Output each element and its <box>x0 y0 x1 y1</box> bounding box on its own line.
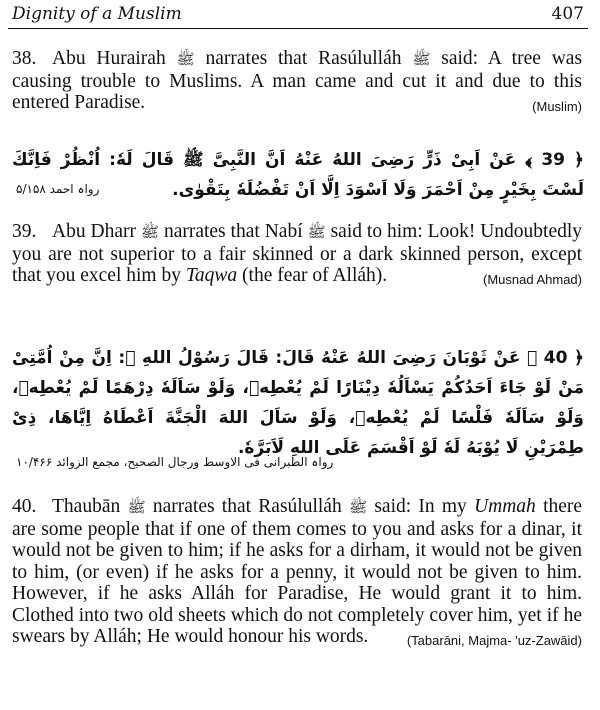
hadith-number: 39. <box>12 221 37 242</box>
hadith-39-arabic: ﴿ 39 ﴾ عَنْ اَبِیْ ذَرٍّ رَضِیَ اللهُ عَنْهُ اَنَّ النَّبِیَّ ﷺ قَالَ لَهٗ: اُنْظُرْ فَاِنَّكَ لَسْتَ بِخَیْرٍ مِنْ اَحْمَرَ وَلَا اَسْوَدَ اِلَّا اَنْ تَفْضُلَهٗ بِتَقْوٰی. <box>12 150 584 200</box>
hadith-39-arabic-reference: رواہ احمد ۵/۱۵۸ <box>16 182 100 196</box>
hadith-40-arabic: ﴿ 40 ﴾ عَنْ ثَوْبَانَ رَضِیَ اللهُ عَنْهُ قَالَ: قَالَ رَسُوْلُ اللهِ ﷺ: اِنَّ مِنْ اُمَّتِیْ مَنْ لَوْ جَاءَ اَحَدُكُمْ یَسْاَلُهٗ دِیْنَارًا لَمْ یُعْطِهٖ، وَلَوْ سَاَلَهٗ دِرْهَمًا لَمْ یُعْطِهٖ، وَلَوْ سَاَلَهٗ فَلْسًا لَمْ یُعْطِهٖ، وَلَوْ سَاَلَ اللهَ الْجَنَّةَ اَعْطَاهُ اِیَّاهَا، ذِیْ طِمْرَیْنِ لَا یُوْبَهُ لَهٗ لَوْ اَقْسَمَ عَلَی اللهِ لَاَبَرَّهٗ. <box>12 348 584 458</box>
honorific-seal-icon: ﷺ <box>348 498 368 516</box>
running-title: Dignity of a Muslim <box>12 4 182 24</box>
honorific-seal-icon: ﷺ <box>127 498 146 516</box>
hadith-source: (Muslim) <box>532 99 582 114</box>
page-header <box>12 2 584 26</box>
page-number: 407 <box>551 4 584 24</box>
honorific-seal-icon: ﷺ <box>176 50 195 68</box>
hadith-source: (Musnad Ahmad) <box>483 272 582 287</box>
hadith-40-arabic-reference: رواہ الطبرانی فی الاوسط ورجال الصحیح، مجمع الزوائد ۱۰/۴۶۶ <box>16 455 334 469</box>
honorific-seal-icon: ﷺ <box>412 50 431 68</box>
honorific-seal-icon: ﷺ <box>307 223 326 241</box>
header-rule <box>8 28 588 29</box>
hadith-number: 40. <box>12 496 37 517</box>
hadith-source: (Tabarāni, Majma- 'uz-Zawāid) <box>406 633 582 648</box>
hadith-number: 38. <box>12 48 37 69</box>
hadith-40-translation: 40. Thaubān ﷺ narrates that Rasúlulláh ﷺ said: In my Ummah there are some people that if one of them comes to you and asks for a dinar, it would not be given to him; if he asks for a dirham, it would not be given to him, (or even) if he asks for a penny, it would not be given to him. However, if he asks Alláh for Paradise, He would grant it to him. Clothed into two old sheets which do not completely cover him, yet if he swears by Alláh; He would honour his words. (Tabarāni, Majma- 'uz-Zawāid) <box>12 496 582 652</box>
hadith-39-translation: 39. Abu Dharr ﷺ narrates that Nabí ﷺ said to him: Look! Undoubtedly you are not superior to a fair skinned or a dark skinned person, except that you excel him by Taqwa (the fear of Alláh). (Musnad Ahmad) <box>12 221 582 291</box>
hadith-38-translation: 38. Abu Hurairah ﷺ narrates that Rasúlulláh ﷺ said: A tree was causing trouble to Muslims. A man came and cut it and due to this entered Paradise. (Muslim) <box>12 48 582 118</box>
honorific-seal-icon: ﷺ <box>140 223 160 241</box>
